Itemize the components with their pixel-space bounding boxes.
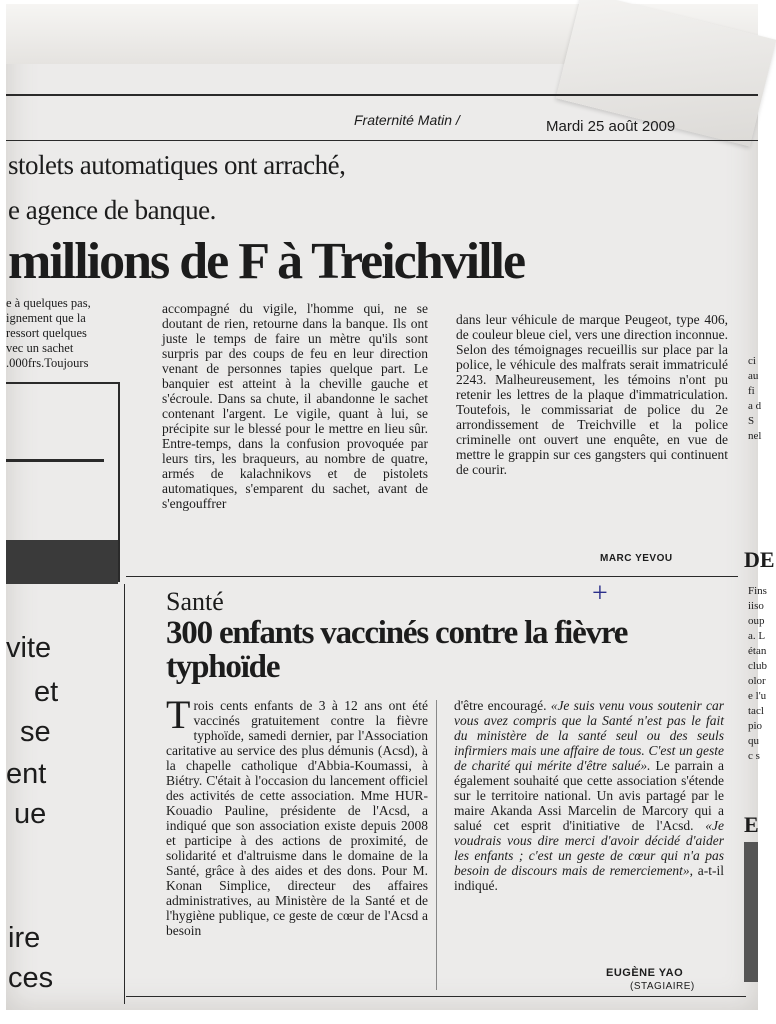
fragment: étan: [748, 645, 767, 657]
left-fragment: ces: [8, 962, 54, 994]
snippet-line: ignement que la: [6, 311, 86, 325]
fragment: ci: [748, 355, 756, 367]
article2-quote-1: «Je suis venu vous soutenir car vous avez compris que la Santé n'est pas le fait du ministère de la santé seul ou des seuls infirmiers mais une affaire de tous. C'est un geste de charité qui mérite d'être salué».: [454, 698, 724, 773]
article1-col1-text: accompagné du vigile, l'homme qui, ne se doutant de rien, retourne dans la banque. Ils ont juste le temps de faire un mètre qu'ils sont surpris par des coups de feu en leur direction venant de personnes tapies quelque part. Le banquier est atteint à la cheville gauche et s'écroule. Dans sa chute, il abandonne le sachet contenant l'argent. Le vigile, quant à lui, se précipite sur le blessé pour le mettre en lieu sûr. Entre-temps, dans la confusion provoquée par leurs tirs, les braqueurs, au nombre de quatre, armés de kalachnikovs et de pistolets automatiques, s'emparent du sachet, avant de s'engouffrer: [162, 301, 428, 511]
column-rule: [124, 584, 125, 1004]
article1-column-1: [162, 301, 428, 511]
article1-headline: millions de F à Treichville: [8, 233, 525, 290]
right-heading-fragment: DE: [744, 547, 775, 572]
box-rule-vertical: [118, 382, 120, 582]
fragment: club: [748, 660, 767, 672]
article2-col2-text-c: , a-t-il indiqué.: [454, 863, 724, 893]
left-fragment: ent: [6, 758, 47, 790]
snippet-line: e à quelques pas,: [6, 296, 91, 310]
fragment: pio: [748, 720, 763, 732]
issue-date: Mardi 25 août 2009: [546, 118, 676, 135]
newspaper-clipping: [6, 4, 775, 1010]
left-fragment: et: [34, 676, 59, 708]
section-rule: [126, 576, 738, 577]
snippet-line: ressort quelques: [6, 326, 87, 340]
article2-col2-text-a: d'être encouragé.: [454, 698, 551, 713]
left-fragment: vite: [6, 632, 52, 664]
fragment: c s: [748, 750, 760, 762]
dropcap: T: [166, 692, 191, 737]
article2-col1-text: rois cents enfants de 3 à 12 ans ont été vaccinés gratuitement contre la fièvre typhoïde, samedi dernier, par l'Association caritative au service des plus démunis (Acsd), à la chapelle catholique d'Abbia-Koumassi, à Biétry. C'était à l'occasion du lancement officiel des activités de cette association. Mme HUR-Kouadio Pauline, présidente de l'Acsd, a indiqué que son association existe depuis 2008 et participe à des actions de proximité, de solidarité et d'altruisme dans le domaine de la Santé, grâce à des aides et des dons. Pour M. Konan Simplice, directeur des affaires administratives, au Ministère de la Santé et de l'hygiène publique, ce geste de cœur de l'Acsd a besoin: [166, 698, 428, 938]
article2-byline: EUGÈNE YAO: [606, 967, 684, 979]
fragment: Fins: [748, 585, 767, 597]
fragment: fi: [748, 385, 755, 397]
article2-headline: 300 enfants vaccinés contre la fièvre typhoïde: [166, 615, 628, 685]
article2-column-1: [166, 692, 428, 938]
article1-byline: MARC YEVOU: [600, 553, 673, 564]
header-rule: [6, 94, 758, 96]
right-fragments-2: [748, 584, 767, 764]
article1-left-snippet: [6, 296, 140, 371]
article2-column-2: [454, 698, 724, 893]
pen-mark: +: [592, 578, 608, 609]
fragment: au: [748, 370, 759, 382]
masthead: Fraternité Matin /: [354, 112, 460, 128]
box-rule-inner: [6, 459, 104, 462]
footer-rule: [126, 996, 746, 997]
article1-deck-line2: e agence de banque.: [8, 195, 216, 225]
fragment: nel: [748, 430, 762, 442]
article1-col2-text: dans leur véhicule de marque Peugeot, type 406, de couleur bleue ciel, vers une direction inconnue. Selon des témoignages recueillis sur place par la police, le véhicule des malfrats serait immatriculé 2243. Malheureusement, les témoins n'ont pu retenir les lettres de la plaque d'immatriculation. Toutefois, le commissariat de police du 2e arrondissement de Treichville et la police criminelle ont ouvert une enquête, en vue de mettre le grappin sur ces gangsters qui continuent de courir.: [456, 312, 728, 477]
snippet-line: .000frs.Toujours: [6, 356, 89, 370]
fragment: e l'u: [748, 690, 767, 702]
left-fragment: ire: [8, 922, 41, 954]
right-photo-edge: [744, 842, 758, 982]
article2-quote-2: «Je voudrais vous dire merci d'avoir décidé d'aider les enfants ; c'est un geste de cœur qui n'a pas besoin de discours mais de remerciement»: [454, 818, 724, 878]
article2-kicker: Santé: [166, 587, 224, 616]
fragment: S: [748, 415, 755, 427]
dark-band: [6, 540, 118, 584]
right-fragments: [748, 354, 761, 444]
article1-deck-line1: stolets automatiques ont arraché,: [8, 150, 346, 180]
fragment: tacl: [748, 705, 764, 717]
fragment: a d: [748, 400, 762, 412]
article2-byline-sub: (STAGIAIRE): [630, 981, 695, 992]
box-rule: [6, 382, 118, 384]
fragment: olor: [748, 675, 766, 687]
fragment: qu: [748, 735, 759, 747]
article1-column-2: [456, 312, 728, 477]
column-divider: [436, 700, 437, 990]
article2-col2-text-b: Le parrain a également souhaité que cette association s'étende sur le territoire national. Un avis partagé par le maire Akanda Assi Marcelin de Marcory qui a salué cet esprit d'initiative de l'Acsd.: [454, 758, 724, 833]
fragment: iiso: [748, 600, 764, 612]
fragment: oup: [748, 615, 765, 627]
left-fragment: ue: [14, 798, 47, 830]
right-heading-fragment-2: E: [744, 812, 759, 837]
left-fragment: se: [20, 716, 51, 748]
header-rule-bottom: [6, 140, 758, 141]
fragment: a. L: [748, 630, 766, 642]
snippet-line: vec un sachet: [6, 341, 74, 355]
